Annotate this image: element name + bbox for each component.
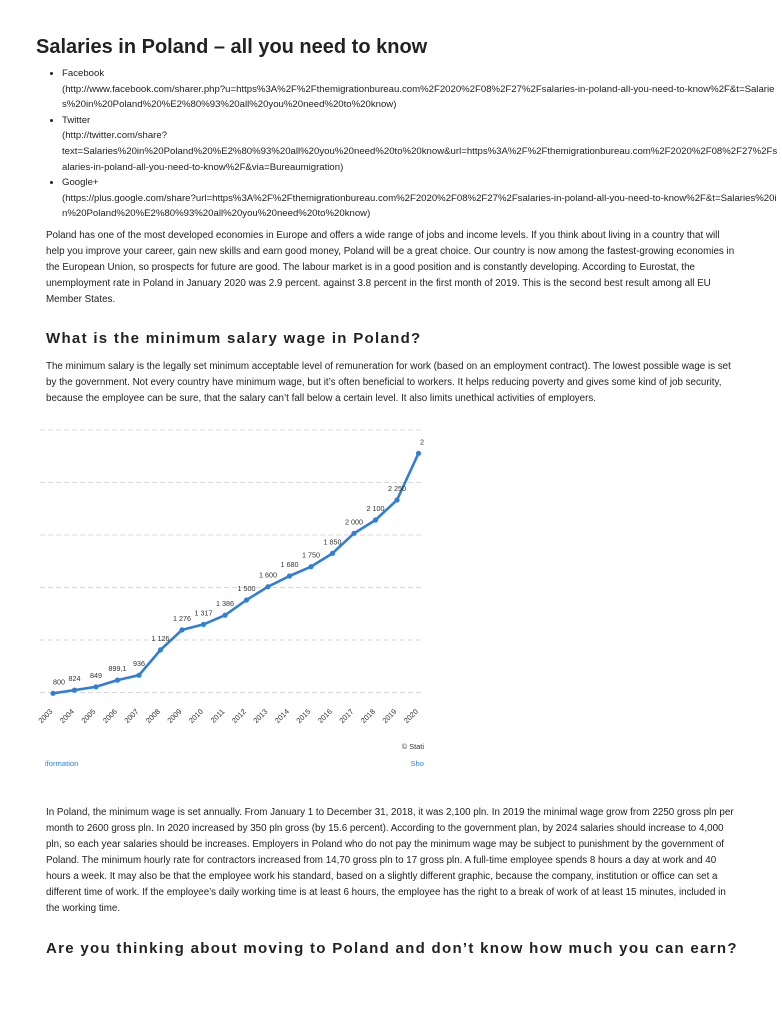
chart-info-link[interactable]: iformation bbox=[45, 759, 79, 768]
x-tick-label: 2018 bbox=[358, 707, 377, 726]
data-point[interactable] bbox=[244, 597, 249, 602]
share-url-twitter[interactable]: (http://twitter.com/share? text=Salaries%20in%20Poland%20%E2%80%93%20all%20you%20need%20to%20know&url=https%3A%2F%2Fthemigrationbureau.com%2F2020%2F08%2F27%2Fsalaries-in-poland-all-you-need-to-know%2F&via=Bureaumigration) bbox=[62, 130, 778, 173]
data-label: 1 317 bbox=[194, 608, 213, 618]
data-label: 899,1 bbox=[108, 664, 127, 674]
x-tick-label: 2011 bbox=[208, 707, 227, 725]
data-label: 1 126 bbox=[151, 633, 170, 643]
data-point[interactable] bbox=[115, 678, 120, 683]
data-label: 849 bbox=[90, 670, 102, 680]
x-tick-label: 2005 bbox=[79, 707, 98, 726]
x-tick-label: 2016 bbox=[315, 707, 334, 726]
data-point[interactable] bbox=[394, 497, 399, 502]
data-label: 824 bbox=[68, 674, 81, 684]
data-point[interactable] bbox=[287, 573, 292, 578]
min-wage-line-chart bbox=[36, 430, 424, 770]
data-point[interactable] bbox=[373, 517, 378, 522]
data-point[interactable] bbox=[72, 688, 77, 693]
share-label-googleplus[interactable]: Google+ bbox=[62, 177, 99, 189]
data-point[interactable] bbox=[201, 622, 206, 627]
x-tick-label: 2009 bbox=[165, 707, 184, 726]
data-label: 1 500 bbox=[237, 584, 256, 593]
data-point[interactable] bbox=[351, 531, 356, 536]
heading-moving: Are you thinking about moving to Poland and don’t know how much you can earn? bbox=[46, 940, 738, 957]
data-label: 1 850 bbox=[323, 537, 342, 547]
data-label: 1 680 bbox=[280, 560, 299, 569]
share-item-facebook bbox=[62, 66, 782, 113]
data-label: 800 bbox=[53, 677, 65, 687]
data-point[interactable] bbox=[308, 564, 313, 569]
x-tick-label: 2015 bbox=[294, 707, 313, 726]
statista-credit: © Stati bbox=[401, 742, 424, 751]
x-tick-label: 2013 bbox=[251, 707, 270, 726]
x-tick-label: 2017 bbox=[337, 707, 356, 726]
share-label-facebook[interactable]: Facebook bbox=[62, 68, 105, 79]
data-point[interactable] bbox=[416, 451, 421, 456]
heading-min-wage: What is the minimum salary wage in Poland? bbox=[46, 330, 422, 347]
series-line bbox=[53, 453, 419, 693]
wage-paragraph: In Poland, the minimum wage is set annually. From January 1 to December 31, 2018, it was 2,100 pln. In 2019 the minimal wage grow from 2250 gross pln per month to 2600 gross pln. In 2020 increased by 350 pln gross (by 15.6 percent). According to the government plan, by 2024 salaries should increase to 4,000 pln, so each year salaries should be increases. Employers in Poland who do not pay the minimum wage may be subject to punishment by the government of Poland. The minimum hourly rate for contractors increased from 14,70 gross pln to 17 gross pln. A full-time employee spends 8 hours a day at work and 40 hours a week. It may also be that the employee work his standard, based on a slightly different graphic, because the company, institution or office can set a different time of work. If the employee’s daily working time is at least 6 hours, the employee has the right to a break of work of at least 15 minutes, included in the working time. bbox=[46, 807, 734, 914]
data-label: 2 000 bbox=[345, 517, 363, 527]
data-point[interactable] bbox=[50, 691, 55, 696]
data-label: 2 250 bbox=[388, 484, 406, 493]
data-point[interactable] bbox=[222, 613, 227, 618]
data-point[interactable] bbox=[158, 647, 163, 652]
min-wage-chart bbox=[36, 430, 424, 770]
share-links-list bbox=[44, 66, 782, 222]
share-url-facebook[interactable]: (http://www.facebook.com/sharer.php?u=https%3A%2F%2Fthemigrationbureau.com%2F2020%2F08%2F27%2Fsalaries-in-poland-all-you-need-to-know%2F&t=Salaries%20in%20Poland%20%E2%80%93%20all%20you%20need%20to%20know) bbox=[62, 83, 775, 111]
data-label: 936 bbox=[133, 659, 145, 669]
data-point[interactable] bbox=[93, 684, 98, 689]
share-label-twitter[interactable]: Twitter bbox=[62, 114, 91, 126]
x-tick-label: 2003 bbox=[36, 707, 55, 726]
x-tick-label: 2008 bbox=[143, 707, 162, 726]
x-tick-label: 2006 bbox=[100, 707, 119, 726]
data-label: 1 386 bbox=[216, 599, 234, 609]
x-tick-label: 2012 bbox=[229, 707, 248, 726]
data-point[interactable] bbox=[136, 673, 141, 678]
x-tick-label: 2007 bbox=[122, 707, 141, 726]
min-wage-paragraph: The minimum salary is the legally set minimum acceptable level of remuneration for work (based on an employment contract). The lowest possible wage is set by the government. Not every country have minimum wage, but it’s often beneficial to workers. It helps reducing poverty and gives some kind of job security, because the employee can be sure, that the salary can’t fall below a certain level. It also limits unethical activities of employers. bbox=[46, 361, 731, 404]
share-item-googleplus bbox=[62, 175, 782, 222]
x-tick-label: 2010 bbox=[186, 707, 205, 726]
data-point[interactable] bbox=[265, 584, 270, 589]
data-point[interactable] bbox=[330, 551, 335, 556]
share-url-googleplus[interactable]: (https://plus.google.com/share?url=https%3A%2F%2Fthemigrationbureau.com%2F2020%2F08%2F27%2Fsalaries-in-poland-all-you-need-to-know%2F&t=Salaries%20in%20Poland%20%E2%80%93%20all%20you%20need%20to%20know) bbox=[62, 192, 777, 220]
x-tick-label: 2004 bbox=[57, 707, 76, 726]
share-item-twitter bbox=[62, 113, 782, 175]
data-label: 1 750 bbox=[302, 550, 320, 560]
chart-source-link[interactable]: Sho bbox=[410, 759, 424, 768]
data-label: 1 600 bbox=[259, 570, 277, 580]
data-label: 2 bbox=[420, 437, 424, 447]
data-label: 1 276 bbox=[173, 613, 191, 623]
intro-paragraph: Poland has one of the most developed economies in Europe and offers a wide range of jobs and income levels. If you think about living in a country that will help you improve your career, gain new skills and earn good money, Poland will be a great choice. Our country is now among the fastest-growing economies in the European Union, so prospects for future are good. The labour market is in a good position and is constantly developing. According to Eurostat, the unemployment rate in Poland in January 2020 was 2.9 percent. against 3.8 percent in the first month of 2019. This is the second best result among all EU Member States. bbox=[46, 230, 735, 305]
page-title: Salaries in Poland – all you need to know bbox=[36, 36, 428, 58]
x-tick-label: 2020 bbox=[401, 707, 420, 726]
data-label: 2 100 bbox=[366, 504, 385, 513]
x-tick-label: 2014 bbox=[272, 707, 291, 726]
x-tick-label: 2019 bbox=[380, 707, 399, 726]
data-point[interactable] bbox=[179, 627, 184, 632]
